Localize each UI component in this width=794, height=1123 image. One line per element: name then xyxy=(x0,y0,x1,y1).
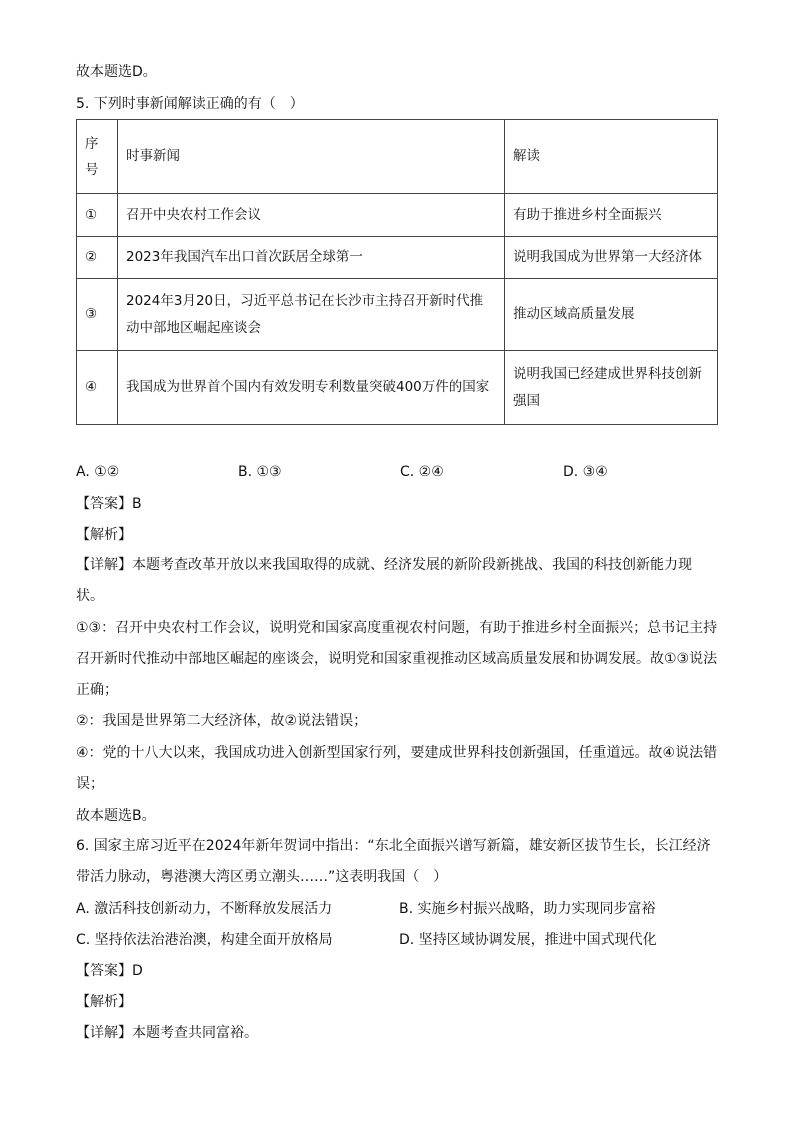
table-row xyxy=(77,351,718,425)
row-interp: 有助于推进乡村全面振兴 xyxy=(505,194,718,237)
analysis-5-label: 【解析】 xyxy=(76,527,132,543)
row-news: 召开中央农村工作会议 xyxy=(118,194,505,237)
option-6-d: D. 坚持区域协调发展，推进中国式现代化 xyxy=(399,932,657,948)
row-num: ④ xyxy=(77,351,118,425)
row-news: 我国成为世界首个国内有效发明专利数量突破400万件的国家 xyxy=(118,351,505,425)
row-interp: 推动区域高质量发展 xyxy=(505,279,718,351)
explain-4: ④：党的十八大以来，我国成功进入创新型国家行列，要建成世界科技创新强国，任重道远。故④说法错误； xyxy=(76,745,718,792)
conclusion-5: 故本题选B。 xyxy=(76,808,156,824)
option-5-d: D. ③④ xyxy=(563,464,608,480)
option-5-b: B. ①③ xyxy=(238,464,282,480)
table-row xyxy=(77,279,718,351)
answer-6: 【答案】D xyxy=(76,963,143,979)
row-interp: 说明我国成为世界第一大经济体 xyxy=(505,237,718,279)
explain-2: ②：我国是世界第二大经济体，故②说法错误； xyxy=(76,713,368,729)
option-6-b: B. 实施乡村振兴战略，助力实现同步富裕 xyxy=(399,901,656,917)
question-6-stem: 6. 国家主席习近平在2024年新年贺词中指出：“东北全面振兴谱写新篇，雄安新区拔节生长，长江经济带活力脉动，粤港澳大湾区勇立潮头……”这表明我国（ ） xyxy=(76,838,711,885)
detail-6: 【详解】本题考查共同富裕。 xyxy=(76,1025,258,1041)
row-num: ① xyxy=(77,194,118,237)
header-seq: 序号 xyxy=(77,120,118,194)
option-6-c: C. 坚持依法治港治澳，构建全面开放格局 xyxy=(76,932,333,948)
option-5-c: C. ②④ xyxy=(400,464,444,480)
table-row xyxy=(77,194,718,237)
news-table xyxy=(76,119,718,425)
option-6-a: A. 激活科技创新动力，不断释放发展活力 xyxy=(76,901,333,917)
question-5-stem: 5. 下列时事新闻解读正确的有（ ） xyxy=(76,96,304,112)
row-num: ③ xyxy=(77,279,118,351)
row-interp: 说明我国已经建成世界科技创新强国 xyxy=(505,351,718,425)
detail-5: 【详解】本题考查改革开放以来我国取得的成就、经济发展的新阶段新挑战、我国的科技创新能力现状。 xyxy=(76,557,692,604)
table-row xyxy=(77,237,718,279)
row-news: 2024年3月20日，习近平总书记在长沙市主持召开新时代推动中部地区崛起座谈会 xyxy=(118,279,505,351)
conclusion-line: 故本题选D。 xyxy=(76,64,157,80)
option-5-a: A. ①② xyxy=(76,464,120,480)
row-num: ② xyxy=(77,237,118,279)
header-interp: 解读 xyxy=(505,120,718,194)
answer-5: 【答案】B xyxy=(76,496,142,512)
table-header-row xyxy=(77,120,718,194)
explain-13: ①③：召开中央农村工作会议，说明党和国家高度重视农村问题，有助于推进乡村全面振兴；总书记主持召开新时代推动中部地区崛起的座谈会，说明党和国家重视推动区域高质量发展和协调发展。故①③说法正确； xyxy=(76,620,718,698)
header-news: 时事新闻 xyxy=(118,120,505,194)
analysis-6-label: 【解析】 xyxy=(76,994,132,1010)
row-news: 2023年我国汽车出口首次跃居全球第一 xyxy=(118,237,505,279)
